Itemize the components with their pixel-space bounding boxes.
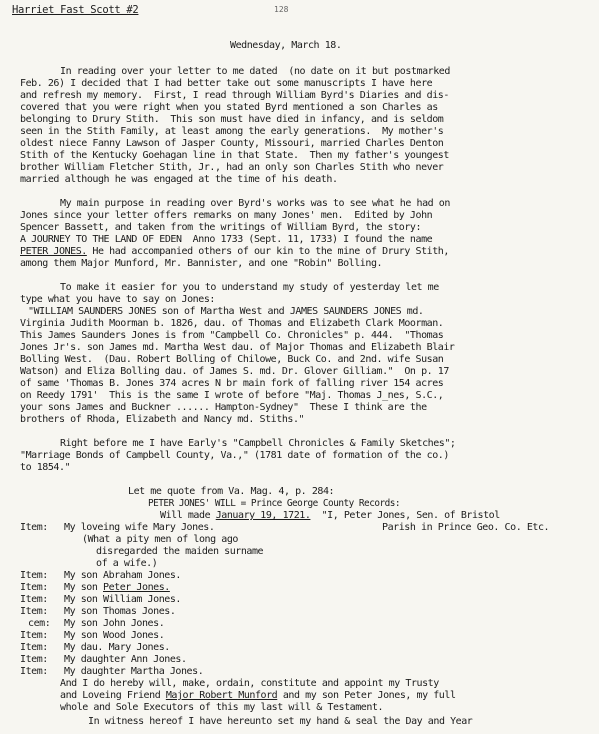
robert-munford-name: Major Robert Munford xyxy=(165,690,278,701)
item-label: Item: xyxy=(20,630,48,641)
para2-line: Spencer Bassett, and taken from the writings of William Byrd, the story: xyxy=(20,222,422,233)
will-item: My dau. Mary Jones. xyxy=(64,642,170,653)
item-label: Item: xyxy=(20,666,48,677)
para1-line: oldest niece Fanny Lawson of Jasper County, Missouri, married Charles Denton xyxy=(20,138,444,149)
item-label: Item: xyxy=(20,606,48,617)
aside-line: disregarded the maiden surname xyxy=(96,546,264,557)
will-item: My son John Jones. xyxy=(64,618,165,629)
will-item: My son William Jones. xyxy=(64,594,181,605)
para4-line: Right before me I have Early's "Campbell Chronicles & Family Sketches"; xyxy=(60,438,456,449)
will-item: My son Abraham Jones. xyxy=(64,570,181,581)
document-header-title: Harriet Fast Scott #2 xyxy=(12,4,139,16)
will-item: My daughter Martha Jones. xyxy=(64,666,204,677)
para1-line: Stith of the Kentucky Goehagan line in that State. Then my father's youngest xyxy=(20,150,449,161)
para3-line: Watson) and Eliza Bolling dau. of James S. md. Dr. Glover Gilliam." On p. 17 xyxy=(20,366,449,377)
will-records: PETER JONES' WILL = Prince George County Records: xyxy=(148,498,401,509)
para3-line: Virginia Judith Moorman b. 1826, dau. of Thomas and Elizabeth Clark Moorman. xyxy=(20,318,444,329)
item-label: Item: xyxy=(20,582,48,593)
will-item: My son Peter Jones. xyxy=(64,582,170,593)
peter-jones-name: PETER JONES. xyxy=(20,246,87,257)
item-label: Item: xyxy=(20,594,48,605)
aside-line: (What a pity men of long ago xyxy=(82,534,238,545)
para3-line: brothers of Rhoda, Elizabeth and Nancy md. Stiths." xyxy=(20,414,305,425)
para2-line: A JOURNEY TO THE LAND OF EDEN Anno 1733 (Sept. 11, 1733) I found the name xyxy=(20,234,433,245)
item-label: Item: xyxy=(20,522,48,533)
para2-line: My main purpose in reading over Byrd's works was to see what he had on xyxy=(60,198,450,209)
will-parish: Parish in Prince Geo. Co. Etc. xyxy=(382,522,550,533)
para1-line: belonging to Drury Stith. This son must have died in infancy, and is seldom xyxy=(20,114,444,125)
para3-line: of same 'Thomas B. Jones 374 acres N br main fork of falling river 154 acres xyxy=(20,378,444,389)
para4-line: to 1854." xyxy=(20,462,71,473)
para4-line: "Marriage Bonds of Campbell County, Va.," (1781 date of formation of the co.) xyxy=(20,450,449,461)
para3-line: Jones Jr's. son James md. Martha West dau. of Major Thomas and Elizabeth Blair xyxy=(20,342,455,353)
will-item: My daughter Ann Jones. xyxy=(64,654,187,665)
will-intro: Let me quote from Va. Mag. 4, p. 284: xyxy=(128,486,335,497)
will-date: January 19, 1721. xyxy=(215,510,311,521)
closing-line: whole and Sole Executors of this my last will & Testament. xyxy=(60,702,384,713)
will-item: My son Thomas Jones. xyxy=(64,606,176,617)
para3-line: Bolling West. (Dau. Robert Bolling of Chilowe, Buck Co. and 2nd. wife Susan xyxy=(20,354,444,365)
para3-line: "WILLIAM SAUNDERS JONES son of Martha West and JAMES SAUNDERS JONES md. xyxy=(28,306,424,317)
closing-line: In witness hereof I have hereunto set my hand & seal the Day and Year xyxy=(88,716,473,727)
para3-line: To make it easier for you to understand my study of yesterday let me xyxy=(60,282,439,293)
para1-line: brother William Fletcher Stith, Jr., had an only son Charles Stith who never xyxy=(20,162,444,173)
para1-line: Feb. 26) I decided that I had better take out some manuscripts I have here xyxy=(20,78,433,89)
item-label: cem: xyxy=(28,618,51,629)
closing-line: and Loveing Friend Major Robert Munford and my son Peter Jones, my full xyxy=(60,690,456,701)
para1-line: In reading over your letter to me dated (no date on it but postmarked xyxy=(60,66,450,77)
para3-line: This James Saunders Jones is from "Campbell Co. Chronicles" p. 444. "Thomas xyxy=(20,330,444,341)
para1-line: and refresh my memory. First, I read through William Byrd's Diaries and dis- xyxy=(20,90,449,101)
will-item: My son Wood Jones. xyxy=(64,630,165,641)
closing-line: And I do hereby will, make, ordain, constitute and appoint my Trusty xyxy=(60,678,439,689)
para3-line: type what you have to say on Jones: xyxy=(20,294,215,305)
date-line: Wednesday, March 18. xyxy=(230,40,342,51)
para2-line: among them Major Munford, Mr. Bannister, and one "Robin" Bolling. xyxy=(20,258,383,269)
para3-line: your sons James and Buckner ...... Hampton-Sydney" These I think are the xyxy=(20,402,427,413)
para1-line: seen in the Stith Family, at least among the early generations. My mother's xyxy=(20,126,444,137)
item-label: Item: xyxy=(20,570,48,581)
will-made-line: Will made January 19, 1721. "I, Peter Jones, Sen. of Bristol xyxy=(160,510,500,521)
para3-line: on Reedy 1791' This is the same I wrote of before "Maj. Thomas J_nes, S.C., xyxy=(20,390,444,401)
aside-line: of a wife.) xyxy=(96,558,158,569)
item-label: Item: xyxy=(20,654,48,665)
para1-line: married although he was engaged at the time of his death. xyxy=(20,174,338,185)
para1-line: covered that you were right when you stated Byrd mentioned a son Charles as xyxy=(20,102,438,113)
para2-line: Jones since your letter offers remarks on many Jones' men. Edited by John xyxy=(20,210,433,221)
page-number: 128 xyxy=(274,5,289,14)
wife-item: My loveing wife Mary Jones. xyxy=(64,522,215,533)
item-label: Item: xyxy=(20,642,48,653)
para2-line: PETER JONES. He had accompanied others of our kin to the mine of Drury Stith, xyxy=(20,246,449,257)
peter-jones-son: Peter Jones. xyxy=(103,582,170,593)
